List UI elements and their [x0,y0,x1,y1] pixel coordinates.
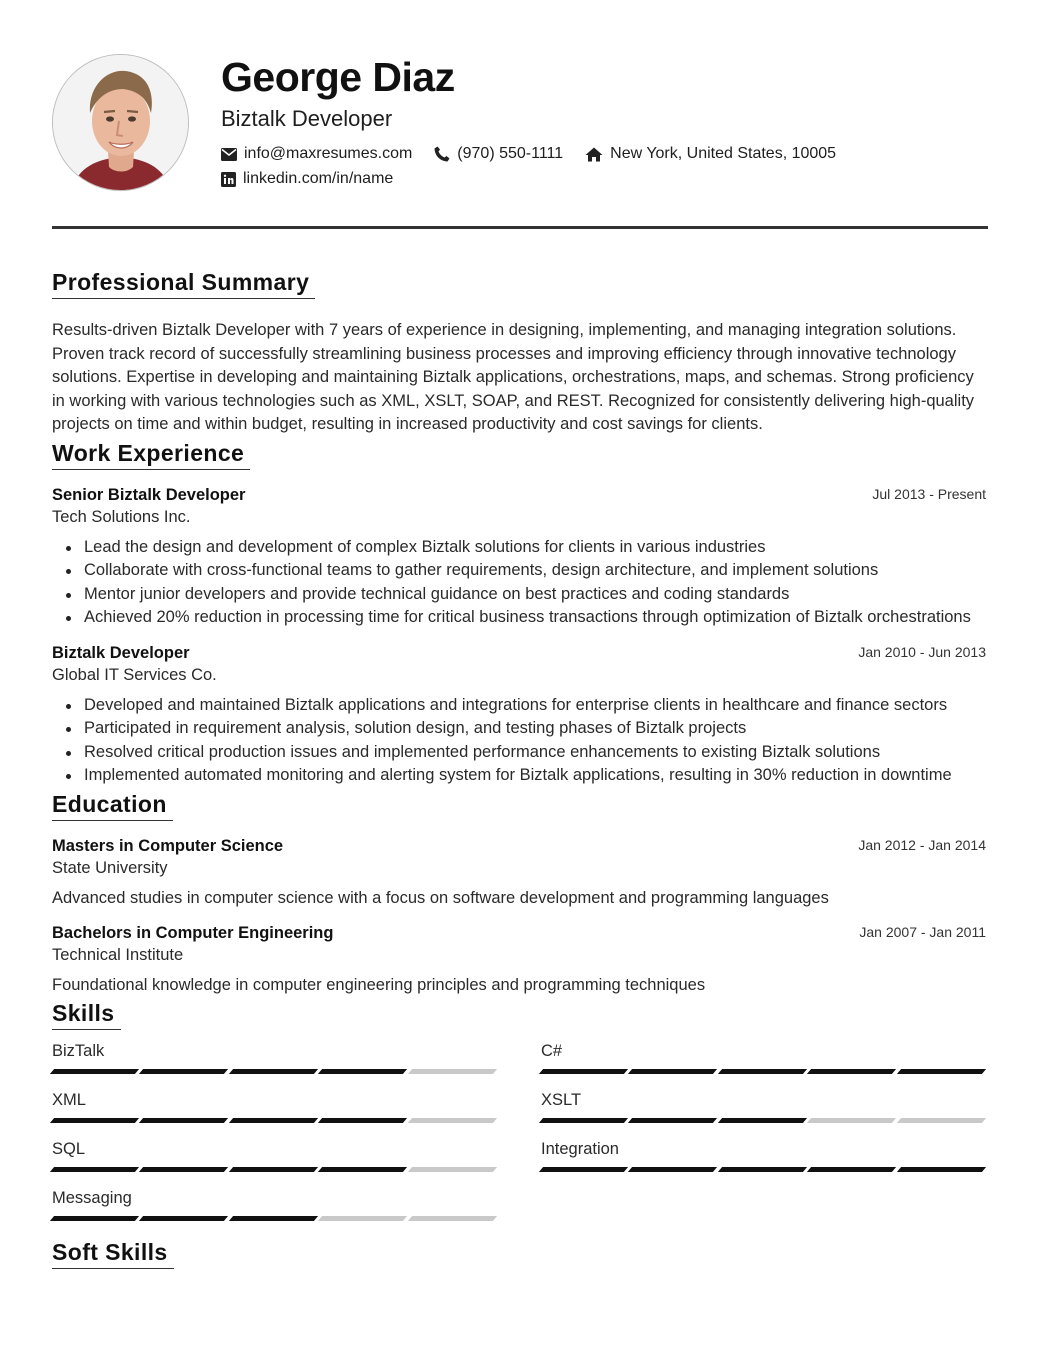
home-icon [585,147,603,162]
skill-name: XSLT [541,1090,582,1109]
skill-level-segment-filled [229,1118,319,1123]
skill-name: C# [541,1041,563,1060]
skill-level-segment-filled [628,1118,718,1123]
skill-level-bar [541,1167,988,1172]
skill-level-segment-empty [318,1216,408,1221]
skill-level-segment-empty [408,1118,498,1123]
list-item: Mentor junior developers and provide technical guidance on best practices and coding standards [52,583,988,607]
skill-item [541,1040,988,1089]
skill-level-segment-empty [408,1069,498,1074]
section-heading: Skills [52,999,121,1030]
skill-level-segment-empty [408,1216,498,1221]
skill-level-segment-empty [897,1118,987,1123]
summary-text: Results-driven Biztalk Developer with 7 years of experience in designing, implementing, and managing integration solutions. Proven track record of successfully streamlining business processes and improving efficiency through innovative technology solutions. Expertise in developing and maintaining Biztalk applications, orchestrations, maps, and schemas. Strong proficiency in working with various technologies such as XML, XSLT, SOAP, and REST. Recognized for consistently delivering high-quality projects on time and within budget, resulting in increased productivity and cost savings for clients. [52,321,975,433]
section-heading: Education [52,790,173,821]
soft-skills-section [52,1238,988,1269]
skill-name: BizTalk [52,1041,105,1060]
school-name: Technical Institute [52,945,184,964]
degree-title: Masters in Computer Science [52,836,284,855]
skill-level-segment-filled [139,1167,229,1172]
skill-level-segment-filled [229,1216,319,1221]
contact-info [221,144,981,194]
skill-level-segment-filled [628,1167,718,1172]
linkedin-icon [221,172,236,187]
skill-level-segment-filled [318,1069,408,1074]
degree-title: Bachelors in Computer Engineering [52,923,334,942]
education-entry [52,922,988,997]
skill-level-segment-filled [897,1069,987,1074]
resume-header [52,54,988,194]
job-entry [52,642,988,788]
job-bullets [52,536,988,630]
skill-level-bar [52,1118,499,1123]
list-item: Participated in requirement analysis, solution design, and testing phases of Biztalk projects [52,717,988,741]
contact-email[interactable] [221,144,412,164]
skill-level-segment-filled [139,1216,229,1221]
skill-level-bar [52,1069,499,1074]
candidate-name: George Diaz [221,54,455,100]
education-dates: Jan 2007 - Jan 2011 [859,923,986,940]
skill-name: Integration [541,1139,619,1158]
job-dates: Jan 2010 - Jun 2013 [858,643,986,660]
skill-level-segment-filled [139,1118,229,1123]
skill-item [52,1138,499,1187]
skill-level-segment-filled [318,1118,408,1123]
profile-photo-icon [53,55,189,191]
skill-level-segment-filled [807,1069,897,1074]
skill-level-segment-filled [50,1216,140,1221]
skill-level-segment-empty [408,1167,498,1172]
skill-item [541,1089,988,1138]
job-dates: Jul 2013 - Present [872,485,986,502]
skill-level-segment-filled [539,1118,629,1123]
company-name: Global IT Services Co. [52,665,217,684]
section-heading: Professional Summary [52,268,315,299]
candidate-title: Biztalk Developer [221,106,393,131]
job-title: Senior Biztalk Developer [52,485,246,504]
section-heading: Work Experience [52,439,250,470]
skill-name: XML [52,1090,86,1109]
skill-level-segment-filled [139,1069,229,1074]
education-description: Foundational knowledge in computer engineering principles and programming techniques [52,975,706,994]
education-description: Advanced studies in computer science with a focus on software development and programming languages [52,888,829,907]
location-text: New York, United States, 10005 [610,145,837,162]
list-item: Collaborate with cross-functional teams to gather requirements, design architecture, and implement solutions [52,559,988,583]
skill-level-segment-filled [50,1069,140,1074]
contact-linkedin[interactable] [221,169,393,189]
resume-body [52,268,988,1269]
skill-level-segment-filled [229,1069,319,1074]
list-item: Lead the design and development of complex Biztalk solutions for clients in various industries [52,536,988,560]
contact-phone[interactable] [434,144,563,164]
skill-name: SQL [52,1139,86,1158]
school-name: State University [52,858,168,877]
skill-level-segment-filled [539,1069,629,1074]
skill-level-segment-filled [718,1167,808,1172]
list-item: Developed and maintained Biztalk applications and integrations for enterprise clients in healthcare and finance sectors [52,694,988,718]
email-text: info@maxresumes.com [244,145,413,162]
skill-level-segment-filled [50,1167,140,1172]
skill-level-segment-empty [807,1118,897,1123]
skill-level-bar [541,1118,988,1123]
skill-level-bar [52,1167,499,1172]
skill-level-segment-filled [50,1118,140,1123]
skill-item [52,1187,499,1236]
skill-level-bar [541,1069,988,1074]
list-item: Resolved critical production issues and implemented performance enhancements to existing Biztalk solutions [52,741,988,765]
skill-level-segment-filled [318,1167,408,1172]
education-entry [52,835,988,910]
company-name: Tech Solutions Inc. [52,507,191,526]
skill-level-bar [52,1216,499,1221]
skill-name: Messaging [52,1188,132,1207]
skill-level-segment-filled [807,1167,897,1172]
job-entry [52,484,988,630]
linkedin-text: linkedin.com/in/name [243,170,394,187]
phone-text: (970) 550-1111 [457,145,564,162]
skill-level-segment-filled [718,1118,808,1123]
work-experience-section [52,439,988,788]
skill-level-segment-filled [229,1167,319,1172]
professional-summary-section [52,268,988,437]
contact-location [585,144,836,164]
skill-level-segment-filled [718,1069,808,1074]
skill-level-segment-filled [628,1069,718,1074]
header-divider [52,226,988,229]
job-title: Biztalk Developer [52,643,190,662]
skill-item [52,1040,499,1089]
skill-level-segment-filled [539,1167,629,1172]
job-bullets [52,694,988,788]
list-item: Implemented automated monitoring and alerting system for Biztalk applications, resulting in 30% reduction in downtime [52,764,988,788]
skills-grid [52,1040,988,1236]
skill-item [52,1089,499,1138]
education-dates: Jan 2012 - Jan 2014 [858,836,986,853]
envelope-icon [221,148,237,161]
section-heading: Soft Skills [52,1238,174,1269]
skills-section [52,999,988,1236]
skill-item [541,1138,988,1187]
phone-icon [434,146,450,162]
avatar [52,54,189,191]
list-item: Achieved 20% reduction in processing time for critical business transactions through optimization of Biztalk orchestrations [52,606,988,630]
education-section [52,790,988,997]
skill-level-segment-filled [897,1167,987,1172]
